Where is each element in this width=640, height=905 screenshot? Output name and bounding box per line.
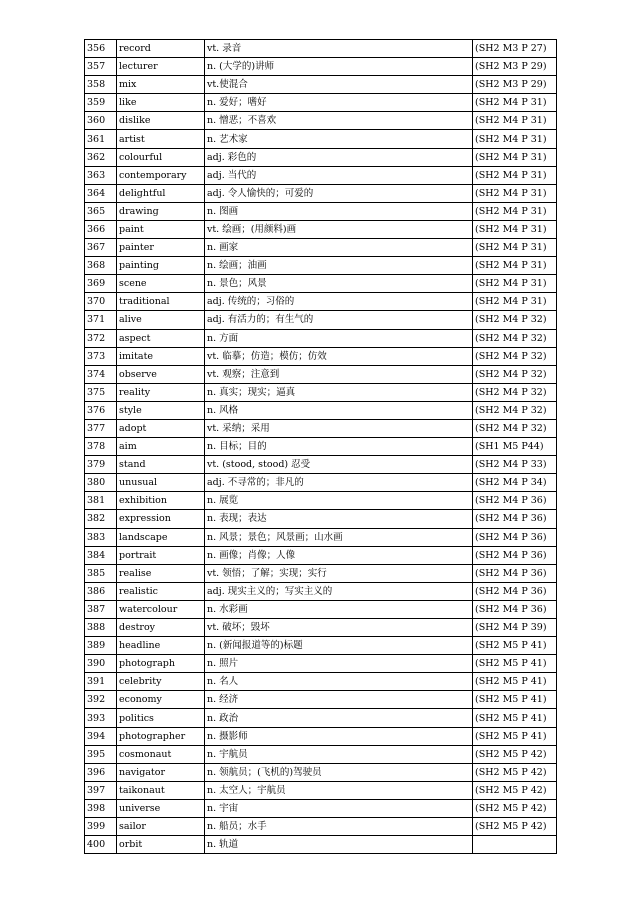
entry-reference: (SH2 M5 P 42) — [473, 745, 557, 763]
table-row — [85, 691, 557, 709]
entry-word: realistic — [117, 582, 205, 600]
entry-word: delightful — [117, 184, 205, 202]
entry-number: 398 — [85, 799, 117, 817]
entry-definition: n. 经济 — [205, 691, 473, 709]
entry-word: lecturer — [117, 58, 205, 76]
entry-word: reality — [117, 383, 205, 401]
entry-reference: (SH2 M4 P 32) — [473, 329, 557, 347]
entry-word: imitate — [117, 347, 205, 365]
entry-definition: vt. 破坏；毁坏 — [205, 619, 473, 637]
entry-definition: n. 方面 — [205, 329, 473, 347]
entry-reference: (SH2 M3 P 27) — [473, 40, 557, 58]
entry-definition: n. 艺术家 — [205, 130, 473, 148]
vocabulary-table — [84, 39, 557, 854]
entry-word: photograph — [117, 655, 205, 673]
entry-number: 379 — [85, 456, 117, 474]
entry-reference: (SH2 M4 P 32) — [473, 419, 557, 437]
entry-word: adopt — [117, 419, 205, 437]
entry-reference: (SH2 M4 P 39) — [473, 619, 557, 637]
entry-definition: n. 名人 — [205, 673, 473, 691]
entry-number: 360 — [85, 112, 117, 130]
table-row — [85, 239, 557, 257]
entry-word: universe — [117, 799, 205, 817]
entry-reference: (SH2 M4 P 36) — [473, 546, 557, 564]
entry-reference: (SH2 M4 P 31) — [473, 94, 557, 112]
entry-definition: n. 爱好；嗜好 — [205, 94, 473, 112]
table-row — [85, 474, 557, 492]
entry-word: record — [117, 40, 205, 58]
entry-number: 384 — [85, 546, 117, 564]
entry-number: 383 — [85, 528, 117, 546]
table-row — [85, 818, 557, 836]
entry-definition: n. 政治 — [205, 709, 473, 727]
entry-reference: (SH2 M5 P 41) — [473, 691, 557, 709]
entry-word: like — [117, 94, 205, 112]
entry-definition: n. (大学的)讲师 — [205, 58, 473, 76]
entry-reference: (SH2 M5 P 41) — [473, 637, 557, 655]
table-row — [85, 311, 557, 329]
entry-definition: adj. 现实主义的；写实主义的 — [205, 582, 473, 600]
entry-number: 368 — [85, 257, 117, 275]
entry-reference: (SH2 M5 P 41) — [473, 727, 557, 745]
entry-definition: n. 摄影师 — [205, 727, 473, 745]
entry-reference: (SH2 M4 P 31) — [473, 130, 557, 148]
table-row — [85, 564, 557, 582]
table-row — [85, 419, 557, 437]
table-row — [85, 456, 557, 474]
table-row — [85, 528, 557, 546]
entry-reference: (SH2 M5 P 41) — [473, 673, 557, 691]
entry-number: 399 — [85, 818, 117, 836]
table-row — [85, 148, 557, 166]
entry-number: 382 — [85, 510, 117, 528]
table-row — [85, 202, 557, 220]
entry-definition: n. 展览 — [205, 492, 473, 510]
entry-reference: (SH2 M3 P 29) — [473, 76, 557, 94]
entry-word: economy — [117, 691, 205, 709]
table-row — [85, 655, 557, 673]
table-row — [85, 166, 557, 184]
entry-number: 400 — [85, 836, 117, 854]
entry-word: unusual — [117, 474, 205, 492]
entry-definition: n. 图画 — [205, 202, 473, 220]
entry-reference: (SH2 M4 P 32) — [473, 401, 557, 419]
entry-reference: (SH2 M3 P 29) — [473, 58, 557, 76]
entry-definition: n. 画家 — [205, 239, 473, 257]
entry-definition: n. 憎恶；不喜欢 — [205, 112, 473, 130]
entry-number: 359 — [85, 94, 117, 112]
entry-reference: (SH2 M4 P 31) — [473, 220, 557, 238]
vocabulary-table-body — [85, 40, 557, 854]
table-row — [85, 76, 557, 94]
entry-number: 380 — [85, 474, 117, 492]
entry-word: aim — [117, 438, 205, 456]
entry-reference: (SH2 M4 P 36) — [473, 564, 557, 582]
entry-definition: n. 绘画；油画 — [205, 257, 473, 275]
entry-reference: (SH2 M4 P 32) — [473, 347, 557, 365]
entry-reference: (SH2 M5 P 42) — [473, 818, 557, 836]
entry-word: exhibition — [117, 492, 205, 510]
entry-reference: (SH2 M5 P 41) — [473, 655, 557, 673]
entry-number: 357 — [85, 58, 117, 76]
entry-number: 396 — [85, 763, 117, 781]
entry-number: 375 — [85, 383, 117, 401]
table-row — [85, 94, 557, 112]
entry-reference: (SH2 M4 P 36) — [473, 600, 557, 618]
entry-reference: (SH2 M4 P 31) — [473, 257, 557, 275]
entry-definition: n. 宇航员 — [205, 745, 473, 763]
entry-definition: vt. 观察；注意到 — [205, 365, 473, 383]
entry-definition: vt. (stood, stood) 忍受 — [205, 456, 473, 474]
entry-word: politics — [117, 709, 205, 727]
entry-reference: (SH2 M5 P 42) — [473, 799, 557, 817]
entry-definition: n. 景色；风景 — [205, 275, 473, 293]
table-row — [85, 347, 557, 365]
entry-number: 362 — [85, 148, 117, 166]
entry-reference: (SH2 M5 P 41) — [473, 709, 557, 727]
entry-number: 377 — [85, 419, 117, 437]
table-row — [85, 727, 557, 745]
entry-number: 371 — [85, 311, 117, 329]
entry-definition: adj. 有活力的；有生气的 — [205, 311, 473, 329]
entry-reference: (SH2 M4 P 31) — [473, 184, 557, 202]
table-row — [85, 257, 557, 275]
entry-definition: vt.使混合 — [205, 76, 473, 94]
entry-reference: (SH2 M4 P 32) — [473, 383, 557, 401]
entry-number: 358 — [85, 76, 117, 94]
entry-reference: (SH2 M4 P 31) — [473, 239, 557, 257]
table-row — [85, 745, 557, 763]
entry-reference: (SH2 M4 P 31) — [473, 275, 557, 293]
entry-word: artist — [117, 130, 205, 148]
entry-word: painter — [117, 239, 205, 257]
entry-number: 386 — [85, 582, 117, 600]
entry-reference: (SH2 M5 P 42) — [473, 763, 557, 781]
table-row — [85, 293, 557, 311]
table-row — [85, 799, 557, 817]
table-row — [85, 112, 557, 130]
entry-definition: n. 目标；目的 — [205, 438, 473, 456]
entry-definition: n. 照片 — [205, 655, 473, 673]
entry-number: 363 — [85, 166, 117, 184]
entry-definition: n. 轨道 — [205, 836, 473, 854]
entry-definition: n. 风景；景色；风景画；山水画 — [205, 528, 473, 546]
entry-reference: (SH2 M4 P 32) — [473, 311, 557, 329]
entry-word: observe — [117, 365, 205, 383]
entry-word: paint — [117, 220, 205, 238]
table-row — [85, 836, 557, 854]
entry-word: photographer — [117, 727, 205, 745]
entry-number: 390 — [85, 655, 117, 673]
entry-definition: n. 画像；肖像；人像 — [205, 546, 473, 564]
table-row — [85, 492, 557, 510]
entry-number: 395 — [85, 745, 117, 763]
entry-reference: (SH2 M4 P 36) — [473, 492, 557, 510]
entry-definition: n. 风格 — [205, 401, 473, 419]
entry-number: 366 — [85, 220, 117, 238]
table-row — [85, 130, 557, 148]
entry-number: 361 — [85, 130, 117, 148]
entry-number: 370 — [85, 293, 117, 311]
entry-number: 388 — [85, 619, 117, 637]
entry-definition: vt. 领悟；了解；实现；实行 — [205, 564, 473, 582]
entry-definition: n. 领航员；(飞机的)驾驶员 — [205, 763, 473, 781]
entry-reference: (SH1 M5 P44) — [473, 438, 557, 456]
entry-definition: n. 表现；表达 — [205, 510, 473, 528]
entry-number: 393 — [85, 709, 117, 727]
entry-reference: (SH2 M4 P 36) — [473, 582, 557, 600]
entry-number: 391 — [85, 673, 117, 691]
table-row — [85, 582, 557, 600]
entry-number: 374 — [85, 365, 117, 383]
entry-word: aspect — [117, 329, 205, 347]
entry-word: painting — [117, 257, 205, 275]
entry-definition: n. 宇宙 — [205, 799, 473, 817]
table-row — [85, 401, 557, 419]
table-row — [85, 438, 557, 456]
table-row — [85, 275, 557, 293]
table-row — [85, 184, 557, 202]
entry-word: sailor — [117, 818, 205, 836]
entry-definition: adj. 当代的 — [205, 166, 473, 184]
entry-reference: (SH2 M4 P 32) — [473, 365, 557, 383]
entry-definition: n. 船员；水手 — [205, 818, 473, 836]
entry-number: 392 — [85, 691, 117, 709]
entry-reference: (SH2 M4 P 31) — [473, 202, 557, 220]
entry-number: 356 — [85, 40, 117, 58]
entry-word: navigator — [117, 763, 205, 781]
table-row — [85, 673, 557, 691]
entry-word: contemporary — [117, 166, 205, 184]
entry-word: taikonaut — [117, 781, 205, 799]
entry-word: watercolour — [117, 600, 205, 618]
entry-number: 385 — [85, 564, 117, 582]
entry-number: 364 — [85, 184, 117, 202]
entry-reference: (SH2 M4 P 31) — [473, 148, 557, 166]
entry-definition: n. 真实；现实；逼真 — [205, 383, 473, 401]
entry-number: 365 — [85, 202, 117, 220]
table-row — [85, 763, 557, 781]
entry-definition: adj. 传统的；习俗的 — [205, 293, 473, 311]
entry-reference: (SH2 M4 P 31) — [473, 166, 557, 184]
entry-definition: vt. 临摹；仿造；模仿；仿效 — [205, 347, 473, 365]
entry-word: cosmonaut — [117, 745, 205, 763]
entry-number: 397 — [85, 781, 117, 799]
entry-word: orbit — [117, 836, 205, 854]
table-row — [85, 329, 557, 347]
table-row — [85, 619, 557, 637]
entry-reference: (SH2 M5 P 42) — [473, 781, 557, 799]
entry-definition: vt. 采纳；采用 — [205, 419, 473, 437]
table-row — [85, 781, 557, 799]
entry-word: stand — [117, 456, 205, 474]
table-row — [85, 637, 557, 655]
table-row — [85, 58, 557, 76]
entry-number: 376 — [85, 401, 117, 419]
entry-word: traditional — [117, 293, 205, 311]
entry-reference: (SH2 M4 P 31) — [473, 112, 557, 130]
entry-word: expression — [117, 510, 205, 528]
entry-word: scene — [117, 275, 205, 293]
entry-word: portrait — [117, 546, 205, 564]
table-row — [85, 600, 557, 618]
entry-word: alive — [117, 311, 205, 329]
entry-definition: n. 水彩画 — [205, 600, 473, 618]
entry-reference: (SH2 M4 P 31) — [473, 293, 557, 311]
entry-reference: (SH2 M4 P 36) — [473, 510, 557, 528]
table-row — [85, 383, 557, 401]
entry-reference: (SH2 M4 P 36) — [473, 528, 557, 546]
table-row — [85, 40, 557, 58]
entry-number: 378 — [85, 438, 117, 456]
entry-reference: (SH2 M4 P 34) — [473, 474, 557, 492]
entry-definition: vt. 录音 — [205, 40, 473, 58]
entry-number: 389 — [85, 637, 117, 655]
entry-word: landscape — [117, 528, 205, 546]
entry-number: 373 — [85, 347, 117, 365]
table-row — [85, 510, 557, 528]
entry-reference — [473, 836, 557, 854]
entry-number: 394 — [85, 727, 117, 745]
entry-word: mix — [117, 76, 205, 94]
entry-word: colourful — [117, 148, 205, 166]
entry-word: realise — [117, 564, 205, 582]
entry-number: 387 — [85, 600, 117, 618]
entry-definition: vt. 绘画；(用颜料)画 — [205, 220, 473, 238]
entry-definition: n. 太空人；宇航员 — [205, 781, 473, 799]
entry-word: headline — [117, 637, 205, 655]
entry-definition: adj. 不寻常的；非凡的 — [205, 474, 473, 492]
entry-reference: (SH2 M4 P 33) — [473, 456, 557, 474]
table-row — [85, 365, 557, 383]
table-row — [85, 709, 557, 727]
table-row — [85, 546, 557, 564]
entry-definition: n. (新闻报道等的)标题 — [205, 637, 473, 655]
entry-number: 381 — [85, 492, 117, 510]
entry-number: 369 — [85, 275, 117, 293]
entry-number: 372 — [85, 329, 117, 347]
entry-definition: adj. 彩色的 — [205, 148, 473, 166]
entry-definition: adj. 令人愉快的；可爱的 — [205, 184, 473, 202]
table-row — [85, 220, 557, 238]
entry-word: destroy — [117, 619, 205, 637]
entry-number: 367 — [85, 239, 117, 257]
entry-word: drawing — [117, 202, 205, 220]
entry-word: style — [117, 401, 205, 419]
entry-word: celebrity — [117, 673, 205, 691]
entry-word: dislike — [117, 112, 205, 130]
